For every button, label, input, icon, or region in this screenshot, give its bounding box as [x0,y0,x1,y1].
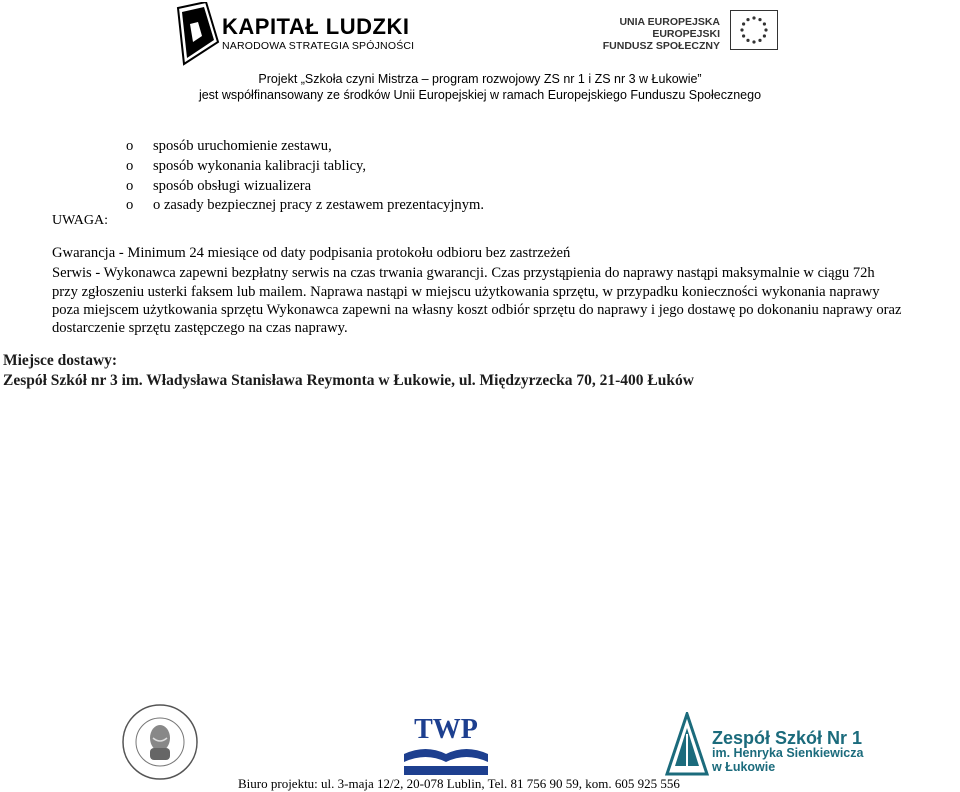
eu-flag-icon [730,10,778,50]
list-item: sposób obsługi wizualizera [153,178,312,194]
service-line: dostarczenie sprzętu zastępczego na czas naprawy. [52,320,348,336]
service-line: poza miejscem użytkowania sprzętu Wykonawca zapewni na własny koszt odbiór sprzętu do naprawy i jego dostawę po dokonaniu naprawy oraz [52,302,902,318]
kapital-ludzki-mark-icon [172,2,222,66]
project-cofinancing-line: jest współfinansowany ze środków Unii Europejskiej w ramach Europejskiego Funduszu Społecznego [198,88,762,102]
bullet-marker: o [126,197,134,213]
zs1-logo [665,712,710,778]
warranty-line: Gwarancja - Minimum 24 miesiące od daty podpisania protokołu odbioru bez zastrzeżeń [52,245,571,261]
bullet-marker: o [126,138,134,154]
svg-text:TWP: TWP [414,714,478,745]
project-title-line: Projekt „Szkoła czyni Mistrza – program rozwojowy ZS nr 1 i ZS nr 3 w Łukowie” [258,72,702,86]
zs1-town: w Łukowie [712,760,776,774]
uwaga-label: UWAGA: [52,213,108,228]
school-seal-logo [120,702,200,782]
ue-label-line3: FUNDUSZ SPOŁECZNY [602,40,720,52]
kapital-ludzki-subtitle: NARODOWA STRATEGIA SPÓJNOŚCI [222,40,415,52]
school-seal-icon [120,702,200,782]
bullet-marker: o [126,158,134,174]
ue-label-line2: EUROPEJSKI [652,28,720,40]
list-item: sposób wykonania kalibracji tablicy, [153,158,367,174]
delivery-address: Zespół Szkół nr 3 im. Władysława Stanisława Reymonta w Łukowie, ul. Międzyrzecka 70, 21-400 Łuków [3,372,694,389]
service-line: przy zgłoszeniu usterki faksem lub mailem. Naprawa nastąpi w miejscu użytkowania sprzętu, w przypadku konieczności wykonania naprawy [52,284,880,300]
zs1-name: Zespół Szkół Nr 1 [712,728,863,748]
twp-book-icon [398,710,494,776]
kapital-ludzki-title: KAPITAŁ LUDZKI [222,14,410,39]
twp-logo [398,710,494,776]
zs1-patron: im. Henryka Sienkiewicza [712,746,864,760]
ue-label-line1: UNIA EUROPEJSKA [619,16,720,28]
zs1-tree-icon [665,712,710,778]
list-item: o zasady bezpiecznej pracy z zestawem prezentacyjnym. [153,197,485,213]
service-line: Serwis - Wykonawca zapewni bezpłatny serwis na czas trwania gwarancji. Czas przystąpienia do naprawy nastąpi maksymalnie w ciągu 72h [52,265,875,281]
delivery-label: Miejsce dostawy: [3,352,118,369]
list-item: sposób uruchomienie zestawu, [153,138,332,154]
project-office-line: Biuro projektu: ul. 3-maja 12/2, 20-078 Lublin, Tel. 81 756 90 59, kom. 605 925 556 [238,776,680,791]
bullet-marker: o [126,178,134,194]
